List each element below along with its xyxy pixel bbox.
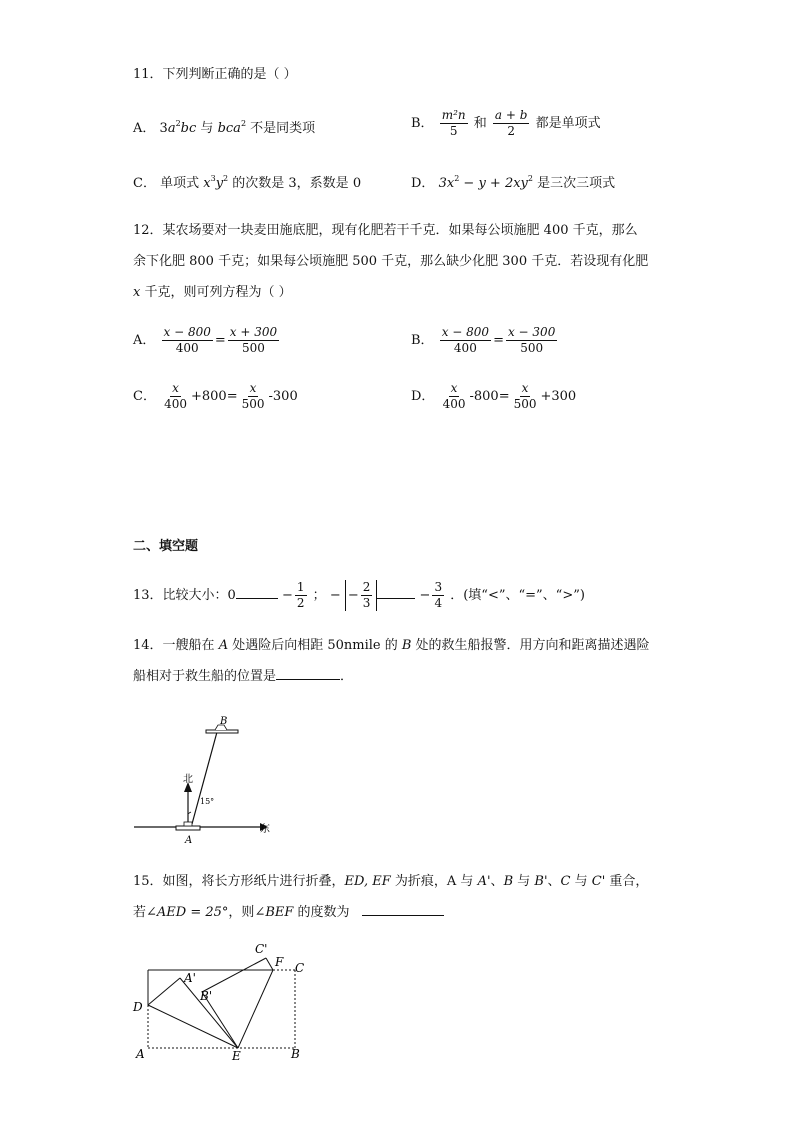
denominator: 2 — [296, 596, 305, 610]
denominator: 400 — [164, 397, 187, 411]
fraction — [361, 580, 373, 611]
math-var: x — [203, 176, 211, 191]
math-var: B — [503, 874, 514, 889]
fraction — [506, 325, 557, 356]
crease-ef — [238, 970, 273, 1048]
math-var: bc — [180, 121, 197, 136]
option-label: B． — [411, 116, 434, 131]
q15-text: ，则 — [228, 905, 255, 920]
q12-line-2: 余下化肥 800 千克；如果每公顷施肥 500 千克，那么缺少化肥 300 千克．若设现有化肥 — [133, 254, 649, 269]
option-label: C． — [133, 389, 156, 404]
segment-cp-f — [266, 958, 273, 970]
numerator: 2 — [362, 580, 371, 594]
q14-figure — [130, 710, 280, 850]
math-var: B' — [534, 874, 548, 889]
option-label: C． — [133, 176, 156, 191]
denominator: 5 — [449, 124, 458, 138]
q14-text: 处的救生船报警．用方向和距离描述遇险 — [411, 638, 650, 653]
denominator: 400 — [453, 341, 477, 355]
minus-sign: − — [329, 588, 341, 603]
option-label: A． — [133, 333, 156, 348]
absolute-value — [345, 580, 378, 611]
minus-sign: − — [419, 588, 431, 603]
numerator: x − 300 — [507, 325, 556, 339]
q14-line-1 — [133, 637, 650, 655]
label-angle: 15° — [200, 797, 215, 806]
fraction — [162, 325, 213, 356]
minus-sign: − — [281, 588, 293, 603]
q15-text: 、 — [490, 874, 504, 889]
q15-text: 15．如图，将长方形纸片进行折叠， — [133, 874, 345, 889]
label-north: 北 — [183, 774, 193, 785]
fraction — [432, 580, 444, 611]
q15-text: 、 — [547, 874, 561, 889]
q12-option-b — [411, 325, 559, 356]
label-d: D — [133, 1000, 143, 1014]
q14-line-2 — [133, 668, 353, 686]
numerator: x + 300 — [229, 325, 278, 339]
numerator: x — [521, 381, 529, 395]
fraction — [440, 108, 468, 139]
option-text: 是三次三项式 — [537, 176, 616, 191]
equals-sign: = — [493, 333, 504, 348]
option-text: 的次数是 3，系数是 0 — [232, 176, 362, 191]
math-var: C' — [591, 874, 606, 889]
math-expr: − y + 2xy — [459, 176, 528, 191]
ship-b-icon — [206, 730, 238, 733]
denominator: 4 — [434, 596, 443, 610]
q15-line-2 — [133, 904, 444, 922]
option-text: 和 — [473, 116, 487, 131]
answer-blank — [276, 679, 340, 680]
fraction — [493, 108, 530, 139]
q12-line-3-text: 千克，则可列方程为（ ） — [140, 285, 292, 300]
denominator: 500 — [520, 341, 544, 355]
math-var: ED, EF — [344, 874, 391, 889]
denominator: 2 — [507, 124, 515, 138]
fraction — [295, 580, 307, 611]
label-b-prime: B' — [200, 989, 213, 1003]
numerator: 3 — [434, 580, 443, 594]
fraction — [162, 381, 189, 412]
option-text: 不是同类项 — [250, 121, 316, 136]
route-line — [192, 732, 217, 824]
label-b: B — [220, 716, 228, 727]
q11-option-b — [411, 108, 601, 139]
option-label: B． — [411, 333, 434, 348]
math-expr: ∠AED = 25° — [146, 905, 229, 920]
q13-tail: ．(填“<”、“=”、“>”) — [450, 588, 585, 603]
label-f: F — [275, 955, 284, 969]
fraction — [228, 325, 279, 356]
q15-text: 若 — [133, 905, 147, 920]
q15-figure — [128, 940, 318, 1065]
q14-text: ． — [340, 669, 354, 684]
numerator: m²n — [441, 108, 466, 122]
option-label: D． — [411, 176, 435, 191]
math-var: C — [560, 874, 571, 889]
q15-text: 为折痕，A 与 — [390, 874, 478, 889]
label-a-prime: A' — [184, 971, 196, 985]
ship-a-icon — [176, 826, 200, 830]
q12-line-3 — [133, 284, 292, 302]
ship-a-cabin-icon — [184, 822, 192, 826]
section-title: 二、填空题 — [133, 539, 199, 554]
q14-text: 处遇险后向相距 50nmile 的 — [228, 638, 402, 653]
option-text: 单项式 — [160, 176, 200, 191]
minus-sign: − — [347, 588, 359, 603]
fraction — [512, 381, 539, 412]
denominator: 400 — [442, 397, 466, 411]
math-text: -800= — [469, 389, 510, 404]
numerator: a + b — [494, 108, 528, 122]
math-var: a — [167, 121, 176, 136]
denominator: 400 — [175, 341, 199, 355]
q11-option-a — [133, 117, 315, 136]
numerator: 1 — [296, 580, 305, 594]
point-label: B — [401, 638, 412, 653]
label-a: A — [136, 1047, 145, 1061]
exponent: 2 — [240, 119, 247, 128]
q14-text: 船相对于救生船的位置是 — [133, 669, 277, 684]
segment-bp-cp — [202, 958, 266, 992]
exponent: 3 — [210, 174, 216, 183]
q12-option-d — [411, 381, 576, 412]
math-var: y — [215, 176, 224, 191]
label-c-prime: C' — [255, 942, 268, 956]
q15-text: 重合， — [605, 874, 649, 889]
exponent: 2 — [527, 174, 533, 183]
answer-blank — [362, 915, 444, 916]
q15-text: 与 — [513, 874, 535, 889]
q14-text: 14．一艘船在 — [133, 638, 219, 653]
math-var: x — [133, 285, 141, 300]
math-text: 3 — [159, 121, 168, 136]
exponent: 2 — [454, 174, 460, 183]
exponent: 2 — [175, 119, 181, 128]
math-expr: ∠BEF — [254, 905, 294, 920]
q12-option-a — [133, 325, 281, 356]
math-var: bca — [217, 121, 241, 136]
option-text: 都是单项式 — [535, 116, 601, 131]
fraction — [440, 325, 491, 356]
denominator: 500 — [513, 397, 537, 411]
q11-option-c — [133, 172, 361, 191]
numerator: x — [172, 381, 179, 395]
q15-text: 与 — [570, 874, 592, 889]
label-b: B — [291, 1047, 300, 1061]
q13-prefix: 13．比较大小：0 — [133, 588, 236, 603]
denominator: 500 — [242, 341, 265, 355]
fraction — [240, 381, 267, 412]
option-label: D． — [411, 389, 435, 404]
label-e: E — [232, 1049, 241, 1063]
q12-line-1: 12．某农场要对一块麦田施底肥，现有化肥若干千克．如果每公顷施肥 400 千克，那么 — [133, 223, 638, 238]
q11-option-d — [411, 172, 615, 191]
segment-d-ap — [148, 978, 180, 1005]
q11-stem: 11．下列判断正确的是（ ） — [133, 67, 297, 82]
option-label: A． — [133, 121, 156, 136]
option-text: 与 — [200, 121, 214, 136]
q15-line-1 — [133, 873, 648, 891]
q15-text: 的度数为 — [293, 905, 350, 920]
math-text: -300 — [268, 389, 298, 404]
q13-line — [133, 580, 585, 611]
answer-blank — [236, 598, 278, 599]
math-expr: 3x — [438, 176, 455, 191]
math-text: +300 — [540, 389, 577, 404]
math-var: A' — [477, 874, 491, 889]
numerator: x — [249, 381, 257, 395]
numerator: x − 800 — [163, 325, 211, 339]
q12-option-c — [133, 381, 298, 412]
denominator: 3 — [362, 596, 371, 610]
exponent: 2 — [223, 174, 229, 183]
label-c: C — [295, 961, 305, 975]
denominator: 500 — [241, 397, 265, 411]
point-label: A — [218, 638, 229, 653]
label-east: 东 — [260, 824, 270, 835]
numerator: x − 800 — [441, 325, 490, 339]
label-a: A — [185, 835, 193, 846]
equals-sign: = — [214, 333, 226, 348]
numerator: x — [450, 381, 458, 395]
math-text: +800= — [191, 389, 238, 404]
fraction — [441, 381, 468, 412]
answer-blank — [377, 598, 415, 599]
separator: ； — [312, 588, 326, 603]
